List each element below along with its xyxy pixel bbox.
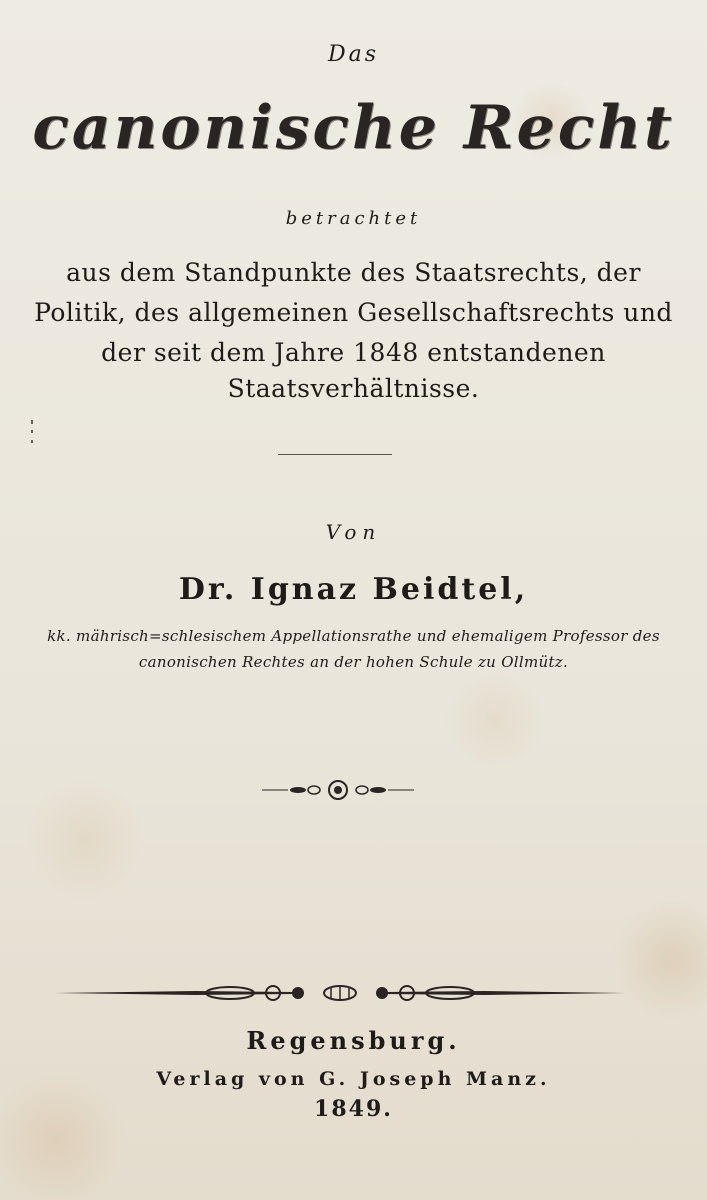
publication-year: 1849. bbox=[314, 1096, 393, 1122]
publication-place: Regensburg. bbox=[246, 1026, 461, 1055]
by-label: Von bbox=[325, 520, 382, 544]
subtitle-lead: betrachtet bbox=[285, 208, 422, 229]
publisher: Verlag von G. Joseph Manz. bbox=[156, 1068, 551, 1090]
floral-vignette-icon bbox=[258, 776, 418, 804]
subtitle-line: aus dem Standpunkte des Staatsrechts, der bbox=[66, 258, 641, 287]
author-credit-line: kk. mährisch=schlesischem Appellationsrathe und ehemaligem Professor des bbox=[47, 627, 660, 645]
author-name: Dr. Ignaz Beidtel, bbox=[178, 572, 529, 607]
subtitle-line: Staatsverhältnisse. bbox=[227, 374, 480, 403]
title-article: Das bbox=[327, 42, 380, 67]
ornamental-rule-icon bbox=[55, 980, 625, 1006]
subtitle-line: der seit dem Jahre 1848 entstandenen bbox=[101, 338, 606, 367]
main-title: canonische Recht bbox=[32, 93, 675, 163]
author-credit-line: canonischen Rechtes an der hohen Schule zu Ollmütz. bbox=[138, 653, 569, 671]
subtitle-line: Politik, des allgemeinen Gesellschaftsrechts und bbox=[34, 298, 673, 327]
short-divider-rule bbox=[278, 454, 392, 455]
margin-mark bbox=[30, 420, 34, 450]
